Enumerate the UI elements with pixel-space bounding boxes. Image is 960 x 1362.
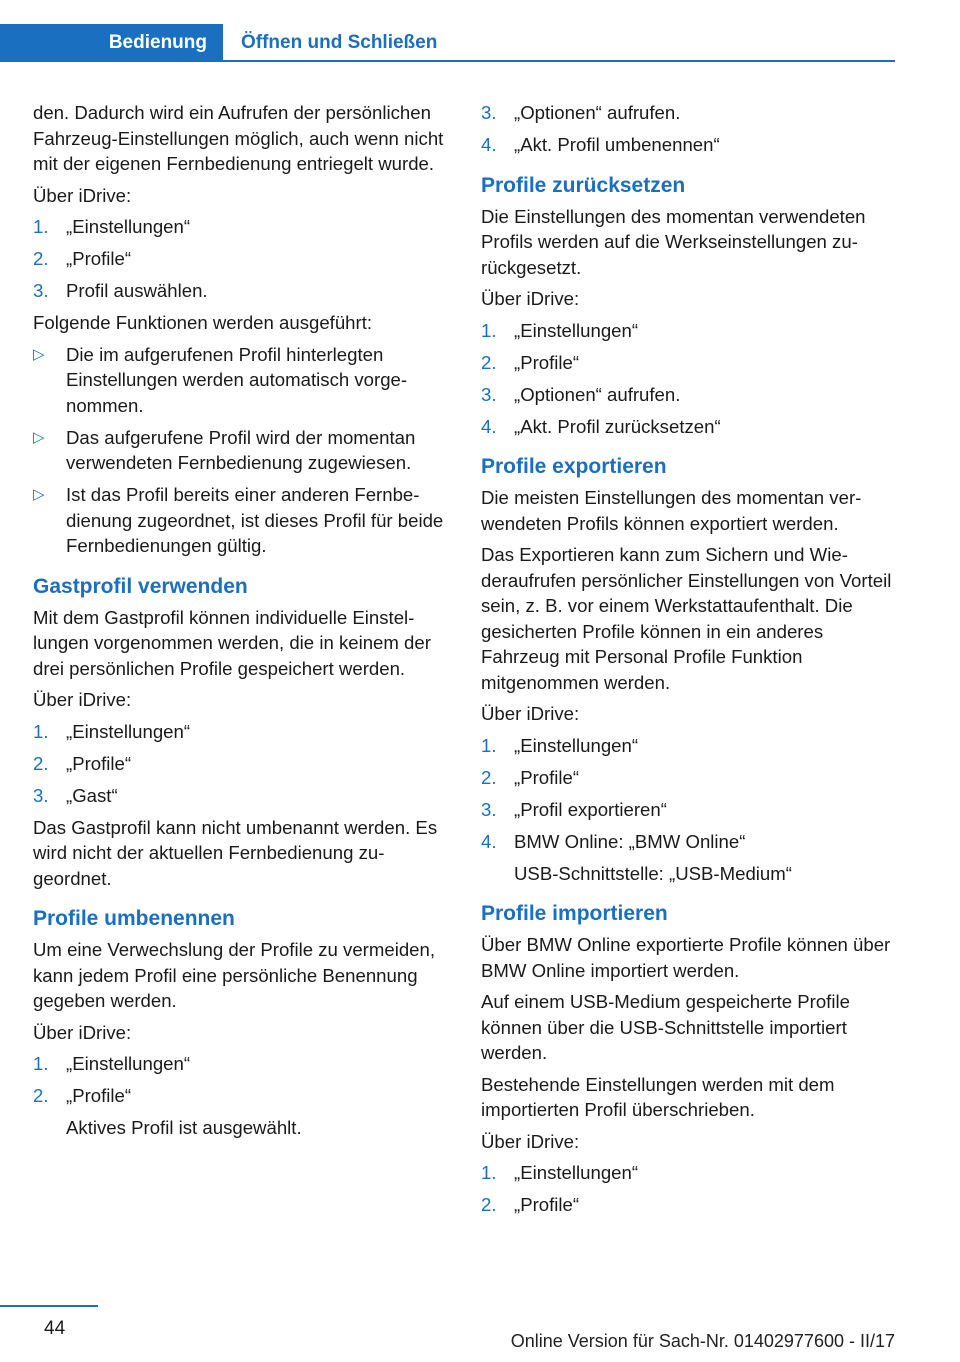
step-number: 4. — [481, 134, 497, 155]
list-item — [33, 1051, 447, 1077]
step-note: Aktives Profil ist ausgewählt. — [66, 1117, 302, 1138]
step-text: „Einstellungen“ — [66, 1053, 191, 1074]
step-number: 1. — [481, 1162, 497, 1183]
step-number: 1. — [481, 319, 497, 341]
step-list — [481, 318, 895, 440]
step-number: 2. — [33, 1085, 49, 1106]
tab-bedienung[interactable]: Bedienung — [0, 24, 223, 62]
step-number: 2. — [481, 1194, 497, 1215]
step-text: „Einstellungen“ — [66, 720, 191, 742]
paragraph: den. Dadurch wird ein Aufrufen der persönlichen Fahrzeug-Einstellungen möglich, auch wenn nicht mit der eigenen Fernbedienung entriegelt wurde. — [33, 102, 444, 174]
triangle-bullet-icon: ▷ — [33, 345, 45, 363]
list-item — [481, 1192, 895, 1218]
page-number-rule — [0, 1305, 98, 1307]
step-list — [33, 214, 447, 304]
paragraph: Mit dem Gastprofil können individuelle Einstellungen vorgenommen werden, die in keinem der drei persönlichen Profile gespeichert werden. — [33, 606, 431, 679]
step-text: „Einstellungen“ — [514, 734, 639, 756]
step-number: 1. — [33, 720, 49, 742]
page-header — [0, 0, 960, 62]
list-item — [33, 783, 447, 809]
step-text: „Profile“ — [66, 248, 132, 269]
step-text: „Gast“ — [66, 784, 118, 806]
list-item — [33, 1083, 447, 1109]
paragraph: Über iDrive: — [33, 184, 132, 206]
step-text: „Optionen“ aufrufen. — [514, 383, 681, 405]
step-number: 1. — [481, 734, 497, 756]
bullet-text: Die im aufgerufenen Profil hinterlegten Einstellungen werden automatisch vorgenommen. — [66, 343, 408, 416]
list-item — [33, 425, 447, 476]
list-item — [33, 719, 447, 745]
section-heading: Gastprofil verwenden — [33, 574, 248, 598]
list-item — [481, 1160, 895, 1186]
paragraph: Über iDrive: — [481, 288, 580, 309]
step-number: 3. — [481, 798, 497, 820]
list-item — [33, 342, 447, 419]
list-item — [481, 829, 895, 855]
step-text: „Akt. Profil zurücksetzen“ — [514, 415, 721, 437]
paragraph: Über iDrive: — [481, 1130, 580, 1152]
paragraph: Um eine Verwechslung der Profile zu vermeiden, kann jedem Profil eine persönliche Benennung gegeben werden. — [33, 939, 436, 1011]
step-number: 3. — [481, 102, 497, 123]
step-text: „Profile“ — [66, 1085, 132, 1106]
step-list — [481, 1160, 895, 1218]
page-number: 44 — [44, 1318, 66, 1339]
step-text: „Einstellungen“ — [514, 1162, 639, 1183]
list-item — [481, 318, 895, 344]
list-item — [33, 214, 447, 240]
paragraph: Über iDrive: — [33, 1021, 132, 1043]
bullet-text: Ist das Profil bereits einer anderen Fernbedienung zugeordnet, ist dieses Profil für beide Fernbedienungen gültig. — [66, 484, 444, 556]
list-item — [33, 278, 447, 304]
list-item — [481, 765, 895, 791]
step-text: „Profile“ — [66, 752, 132, 774]
step-text: BMW Online: „BMW Online“ — [514, 830, 746, 852]
paragraph: Die meisten Einstellungen des momentan verwendeten Profils können exportiert werden. — [481, 487, 862, 534]
step-number: 3. — [33, 784, 49, 806]
triangle-bullet-icon: ▷ — [33, 428, 45, 446]
step-text: „Profile“ — [514, 351, 580, 373]
paragraph: Die Einstellungen des momentan verwendeten Profils werden auf die Werkseinstellungen zurückgesetzt. — [481, 205, 866, 278]
paragraph: Folgende Funktionen werden ausgeführt: — [33, 312, 373, 333]
left-column — [33, 100, 447, 1147]
step-number: 2. — [33, 752, 49, 774]
step-text: „Profil exportieren“ — [514, 798, 667, 820]
step-number: 1. — [33, 1053, 49, 1074]
list-item — [33, 246, 447, 272]
step-text: „Profile“ — [514, 1194, 580, 1215]
list-item — [481, 414, 895, 440]
triangle-bullet-icon: ▷ — [33, 486, 45, 503]
step-text: „Einstellungen“ — [66, 216, 191, 237]
right-column — [481, 100, 895, 1224]
list-item — [481, 100, 895, 126]
section-heading: Profile umbenennen — [33, 907, 235, 930]
online-version-footer: Online Version für Sach-Nr. 01402977600 - II/17 — [510, 1331, 895, 1351]
step-list — [481, 100, 895, 158]
paragraph: Über iDrive: — [33, 689, 132, 710]
step-note: USB-Schnittstelle: „USB-Medium“ — [514, 862, 792, 884]
step-text: „Optionen“ aufrufen. — [514, 102, 681, 123]
paragraph: Über BMW Online exportierte Profile können über BMW Online importiert werden. — [481, 934, 891, 981]
paragraph: Auf einem USB-Medium gespeicherte Profile können über die USB-Schnittstelle importiert werden. — [481, 991, 850, 1063]
bullet-list — [33, 342, 447, 559]
section-heading: Profile zurücksetzen — [481, 173, 686, 197]
bullet-text: Das aufgerufene Profil wird der momentan verwendeten Fernbedienung zugewiesen. — [66, 426, 416, 473]
list-item — [481, 797, 895, 823]
step-text: „Einstellungen“ — [514, 319, 639, 341]
list-item — [481, 350, 895, 376]
step-list — [33, 1051, 447, 1109]
list-item — [33, 482, 447, 559]
section-heading: Profile importieren — [481, 902, 668, 925]
paragraph: Das Gastprofil kann nicht umbenannt werden. Es wird nicht der aktuellen Fernbedienung zugeordnet. — [33, 816, 438, 889]
list-item — [481, 733, 895, 759]
step-number: 1. — [33, 216, 49, 237]
step-list — [33, 719, 447, 809]
step-number: 4. — [481, 830, 497, 852]
section-heading: Profile exportieren — [481, 455, 667, 478]
step-number: 4. — [481, 415, 497, 437]
step-number: 2. — [481, 766, 497, 788]
step-number: 3. — [33, 280, 49, 301]
paragraph: Über iDrive: — [481, 703, 580, 724]
list-item — [33, 751, 447, 777]
list-item — [481, 132, 895, 158]
paragraph: Bestehende Einstellungen werden mit dem importierten Profil überschrieben. — [481, 1073, 835, 1120]
header-rule — [223, 60, 895, 62]
list-item — [481, 382, 895, 408]
paragraph: Das Exportieren kann zum Sichern und Wiederaufrufen persönlicher Einstellungen von Vorteil sein, z. B. vor einem Werkstattaufenthalt. Die gesicherten Profile können in ein anderes Fahrzeug mit Personal Profile Funktion mitgenommen werden. — [481, 544, 892, 693]
step-list — [481, 733, 895, 855]
step-number: 3. — [481, 383, 497, 405]
step-text: „Profile“ — [514, 766, 580, 788]
tab-oeffnen-und-schliessen[interactable]: Öffnen und Schließen — [241, 32, 438, 53]
step-number: 2. — [33, 248, 49, 269]
step-text: „Akt. Profil umbenennen“ — [514, 134, 720, 155]
step-text: Profil auswählen. — [66, 280, 208, 301]
step-number: 2. — [481, 351, 497, 373]
